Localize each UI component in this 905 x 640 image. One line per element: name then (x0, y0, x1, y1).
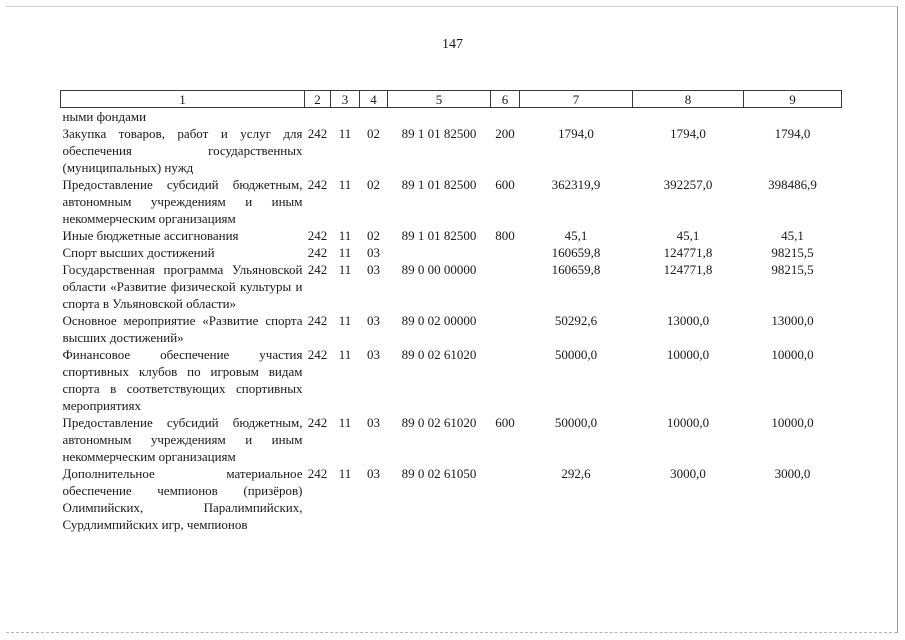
row-value-7: 50000,0 (554, 347, 598, 362)
row-code-2: 242 (307, 177, 328, 192)
table-row (61, 176, 842, 227)
row-code-4: 02 (367, 126, 380, 141)
row-name: Предоставление субсидий бюджетным, автономным учреждениям и иным некоммерческим организациям (62, 177, 303, 226)
row-value-9: 45,1 (781, 228, 804, 243)
table-row (61, 414, 842, 465)
row-value-7: 1794,0 (558, 126, 594, 141)
page-bottom-edge (6, 632, 897, 633)
row-code-2: 242 (307, 466, 328, 481)
table-row (61, 261, 842, 312)
row-value-8: 10000,0 (666, 415, 710, 430)
row-code-2: 242 (307, 313, 328, 328)
header-col-9: 9 (744, 91, 842, 108)
row-code-4: 03 (367, 347, 380, 362)
row-code-6 (491, 465, 520, 533)
row-value-9: 398486,9 (768, 177, 817, 192)
row-name: Предоставление субсидий бюджетным, автономным учреждениям и иным некоммерческим организациям (62, 415, 303, 464)
row-name: Финансовое обеспечение участия спортивных клубов по игровым видам спорта в соответствующих спортивных мероприятиях (62, 347, 303, 413)
row-code-5: 89 1 01 82500 (401, 228, 477, 243)
row-code-3: 11 (338, 126, 352, 141)
table-row (61, 346, 842, 414)
row-code-3: 11 (338, 245, 352, 260)
row-code-2: 242 (307, 347, 328, 362)
row-value-8: 124771,8 (663, 245, 713, 260)
row-value-7: 50000,0 (554, 415, 598, 430)
row-code-6: 600 (495, 177, 515, 192)
table-row (61, 227, 842, 244)
header-col-2: 2 (305, 91, 331, 108)
row-value-7: 160659,8 (551, 262, 601, 277)
row-code-5: 89 1 01 82500 (401, 177, 477, 192)
row-name: Основное мероприятие «Развитие спорта высших достижений» (62, 313, 303, 345)
budget-table (60, 90, 842, 533)
row-code-3: 11 (338, 177, 352, 192)
row-code-3: 11 (338, 228, 352, 243)
row-value-8: 13000,0 (666, 313, 710, 328)
row-value-7: 160659,8 (551, 245, 601, 260)
header-col-1: 1 (61, 91, 305, 108)
row-code-6 (491, 261, 520, 312)
row-code-4: 03 (367, 245, 380, 260)
row-code-5: 89 0 02 61020 (401, 415, 477, 430)
row-value-9 (744, 108, 842, 126)
row-code-4: 03 (367, 415, 380, 430)
row-code-4 (360, 108, 388, 126)
row-code-5 (388, 244, 491, 261)
row-value-9: 10000,0 (771, 415, 814, 430)
header-col-5: 5 (388, 91, 491, 108)
row-value-7 (520, 108, 633, 126)
row-code-2: 242 (307, 126, 328, 141)
row-name: Дополнительное материальное обеспечение чемпионов (призёров) Олимпийских, Паралимпийских, Сурдлимпийских игр, чемпионов (62, 466, 303, 532)
row-value-8: 3000,0 (670, 466, 706, 481)
row-code-4: 03 (367, 466, 380, 481)
row-value-7: 50292,6 (554, 313, 598, 328)
row-code-2 (305, 108, 331, 126)
row-value-9: 98215,5 (771, 262, 814, 277)
page-number: 147 (442, 37, 463, 52)
table-header-row (61, 91, 842, 108)
row-code-2: 242 (307, 245, 328, 260)
row-code-5: 89 0 00 00000 (401, 262, 477, 277)
row-value-7: 292,6 (561, 466, 591, 481)
row-code-6 (491, 312, 520, 346)
row-name: Иные бюджетные ассигнования (62, 228, 239, 243)
header-col-8: 8 (633, 91, 744, 108)
row-code-6: 800 (495, 228, 515, 243)
row-code-4: 02 (367, 228, 380, 243)
row-value-9: 10000,0 (771, 347, 814, 362)
row-code-2: 242 (307, 228, 328, 243)
row-code-4: 03 (367, 313, 380, 328)
row-name: ными фондами (62, 109, 147, 124)
row-code-5: 89 0 02 61020 (401, 347, 477, 362)
row-code-3: 11 (338, 313, 352, 328)
table-row (61, 125, 842, 176)
row-code-2: 242 (307, 415, 328, 430)
row-code-4: 02 (367, 177, 380, 192)
row-code-5: 89 1 01 82500 (401, 126, 477, 141)
row-code-3: 11 (338, 347, 352, 362)
header-col-4: 4 (360, 91, 388, 108)
row-value-8: 45,1 (676, 228, 700, 243)
row-value-8: 10000,0 (666, 347, 710, 362)
row-name: Закупка товаров, работ и услуг для обеспечения государственных (муниципальных) нужд (62, 126, 303, 175)
header-col-6: 6 (491, 91, 520, 108)
row-code-6: 200 (495, 126, 515, 141)
row-code-3: 11 (338, 466, 352, 481)
row-code-6 (491, 244, 520, 261)
row-code-2: 242 (307, 262, 328, 277)
row-value-9: 3000,0 (774, 466, 811, 481)
row-code-5 (388, 108, 491, 126)
row-code-6 (491, 346, 520, 414)
row-code-3: 11 (338, 415, 352, 430)
row-value-8: 392257,0 (663, 177, 713, 192)
row-code-3 (331, 108, 360, 126)
row-value-7: 362319,9 (551, 177, 601, 192)
row-code-6 (491, 108, 520, 126)
row-value-7: 45,1 (564, 228, 588, 243)
row-code-6: 600 (495, 415, 515, 430)
row-value-8 (633, 108, 744, 126)
row-code-4: 03 (367, 262, 380, 277)
row-value-9: 13000,0 (771, 313, 814, 328)
row-name: Спорт высших достижений (62, 245, 215, 260)
row-code-5: 89 0 02 00000 (401, 313, 477, 328)
row-value-8: 124771,8 (663, 262, 713, 277)
table-row (61, 465, 842, 533)
row-value-8: 1794,0 (670, 126, 706, 141)
row-value-9: 98215,5 (771, 245, 814, 260)
row-code-5: 89 0 02 61050 (401, 466, 477, 481)
row-value-9: 1794,0 (774, 126, 811, 141)
row-code-3: 11 (338, 262, 352, 277)
table-row (61, 108, 842, 126)
row-name: Государственная программа Ульяновской области «Развитие физической культуры и спорта в Ульяновской области» (62, 262, 303, 311)
table-row (61, 244, 842, 261)
header-col-3: 3 (331, 91, 360, 108)
header-col-7: 7 (520, 91, 633, 108)
table-body (61, 108, 842, 534)
table-row (61, 312, 842, 346)
